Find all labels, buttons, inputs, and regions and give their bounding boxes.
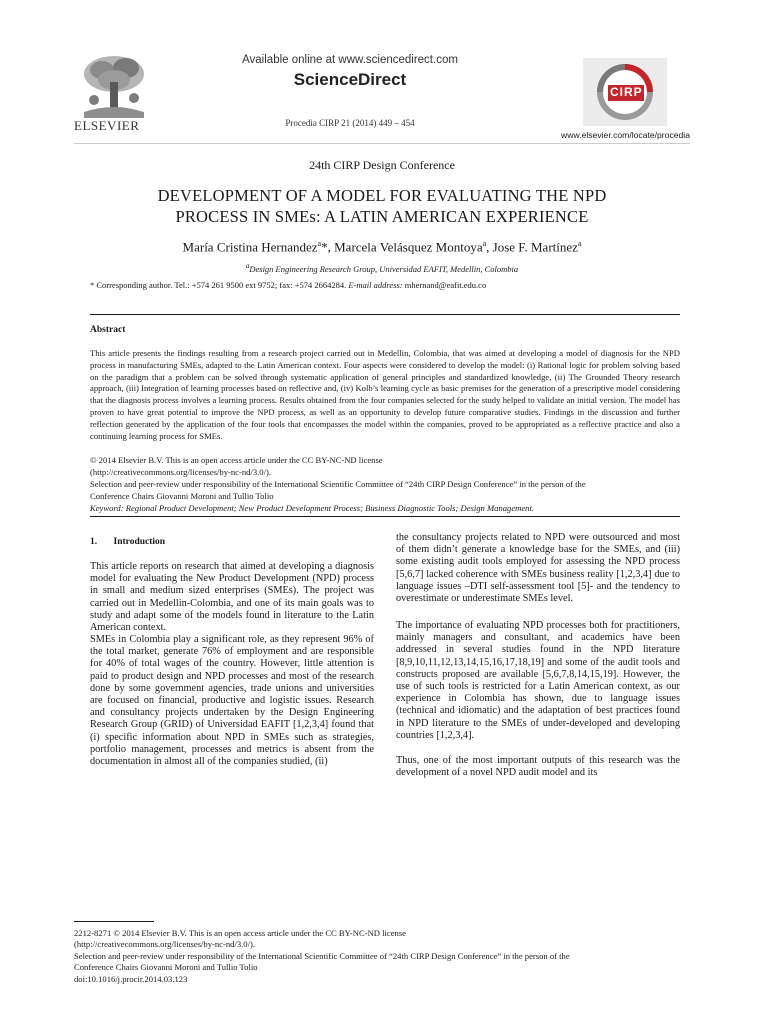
footer-block bbox=[74, 928, 694, 985]
email-link[interactable]: mhernand@eafit.edu.co bbox=[404, 280, 487, 290]
article-title-line1: DEVELOPMENT OF A MODEL FOR EVALUATING THE NPD bbox=[157, 186, 607, 205]
section-number: 1. bbox=[90, 537, 98, 547]
affiliation-text: Design Engineering Research Group, Universidad EAFIT, Medellin, Colombia bbox=[249, 263, 519, 274]
peer-review-line: Conference Chairs Giovanni Moroni and Tullio Tolio bbox=[90, 490, 274, 501]
journal-url-link[interactable]: www.elsevier.com/locate/procedia bbox=[561, 130, 690, 140]
author-list bbox=[74, 239, 690, 255]
elsevier-tree-logo bbox=[74, 52, 154, 118]
abstract-body: This article presents the findings resulting from a research project carried out in Medellin, Colombia, that was aimed at developing a model of diagnosis for the NPD process in manufacturing SMEs, adapted to the Latin American context. Four aspects were considered to develop the model: (i) Rational logic for problem solving based on the paradigm that a problem can be solved through systematic application of general principles and standardized knowledge, (ii) The Grounded Theory research approach, (iii) Integration of learning processes based on reflective and, (iv) Kolb’s learning cycle as basic premises for the generation of a prescriptive model considering that the diagnosis process involves a learning process. Results obtained from the four companies selected for the study helped to validate an initial version. The model has proven to have great potential to improve the NPD process, as well as an opportunity to develop future comparative studies. Findings in the discussion and further reflection generated by the application of the four tools that encompasses the model within the companies, proved to be appropriated as a reflective practice and also a continuing learning process for SMEs. bbox=[90, 348, 680, 441]
affiliation-marker: a bbox=[245, 262, 250, 270]
footer-conference-chairs: Conference Chairs Giovanni Moroni and Tullio Tolio bbox=[74, 962, 258, 973]
conference-name: 24th CIRP Design Conference bbox=[309, 158, 455, 172]
right-column-paragraph-1: the consultancy projects related to NPD were outsourced and most of them didn’t generate a knowledge base for the SMEs, and (iii) some existing audit tools employed for assessing the NPD process [5,6,7] lacked coherence with SMEs business reality [1,2,3,4] due to language issues –DTI self-assessment tool [5]- and the tendency to overestimate or underestimate SMEs level. bbox=[396, 532, 680, 605]
affiliation bbox=[74, 262, 690, 274]
footer-rule bbox=[74, 921, 154, 922]
intro-paragraph-2: SMEs in Colombia play a significant role, as they represent 96% of the total market, generate 76% of employment and are responsible for 40% of total wages of the country. However, little attention is paid to product design and NPD processes and most of the research done by some government agencies, trade unions and universities are focused on financial, productive and logistic issues. Research and consultancy projects undertaken by the Design Engineering Research Group (GRID) of Universidad EAFIT [1,2,3,4] found that (i) specific information about NPD in SMEs such as strategies, portfolio management, processes and metrics is absent from the documentation in almost all of the companies studied, (ii) bbox=[90, 634, 374, 768]
peer-review-line: Selection and peer-review under responsibility of the International Scientific Committee of “24th CIRP Design Conference” in the person of the bbox=[90, 479, 586, 489]
cirp-logo bbox=[577, 56, 673, 128]
intro-paragraph-1: This article reports on research that aimed at developing a diagnosis model for evaluating the New Product Development (NPD) process in small and medium sized enterprises (SMEs). The project was carried out in Medellin-Colombia, and one of its main goals was to study and adapt some of the models found in literature to the Latin American context. bbox=[90, 561, 374, 634]
footer-doi: doi:10.1016/j.procir.2014.03.123 bbox=[74, 973, 188, 984]
article-title-line2: PROCESS IN SMEs: A LATIN AMERICAN EXPERIENCE bbox=[175, 207, 589, 226]
abstract-heading: Abstract bbox=[90, 325, 126, 335]
available-online-text: Available online at www.sciencedirect.com bbox=[242, 54, 458, 66]
header-rule bbox=[74, 143, 690, 144]
keywords-text: Regional Product Development; New Product Development Process; Business Diagnostic Tools; Design Management. bbox=[123, 503, 535, 513]
sciencedirect-wordmark: ScienceDirect bbox=[293, 70, 407, 89]
right-column-paragraph-3: Thus, one of the most important outputs of this research was the development of a novel NPD audit model and its bbox=[396, 755, 680, 779]
right-column-paragraph-2: The importance of evaluating NPD processes both for practitioners, mainly managers and consultant, and academics have been addressed in several studies found in the NPD literature [8,9,10,11,12,13,14,15,16,17,18,19] and some of the audit tools and constructs proposed are available [5,6,7,8,14,15,19]. However, the use of such tools is restricted for a Latin American context, as our experience in Colombia has shown, due to language issues (technical and idiomatic) and the adaptation of best practices found in NPD literature to the SMEs of under-developed and developing countries [1,2,3,4]. bbox=[396, 620, 680, 741]
keywords bbox=[90, 503, 690, 515]
author-separator: , bbox=[327, 239, 335, 255]
footer-license-link[interactable]: (http://creativecommons.org/licenses/by-nc-nd/3.0/). bbox=[74, 939, 255, 950]
author-separator: , bbox=[486, 239, 493, 255]
section-title: Introduction bbox=[113, 537, 166, 547]
author-name: Jose F. Martínez bbox=[492, 239, 578, 255]
footer-peer-review: Selection and peer-review under responsibility of the International Scientific Committee of “24th CIRP Design Conference” in the person of the bbox=[74, 950, 570, 961]
affiliation-marker: a bbox=[482, 239, 487, 248]
abstract-bottom-rule bbox=[90, 516, 680, 517]
keywords-label: Keyword: bbox=[90, 503, 124, 513]
author-name: Marcela Velásquez Montoya bbox=[334, 239, 483, 255]
corresponding-author-contact: * Corresponding author. Tel.: +574 261 9500 ext 9752; fax: +574 2664284. bbox=[90, 280, 347, 290]
cirp-logo-text: CIRP bbox=[610, 85, 643, 99]
section-heading-introduction bbox=[90, 537, 165, 547]
footer-issn-license: 2212-8271 © 2014 Elsevier B.V. This is an open access article under the CC BY-NC-ND license bbox=[74, 928, 406, 938]
corresponding-author-note bbox=[90, 280, 690, 290]
affiliation-marker: a bbox=[577, 239, 582, 248]
abstract-peer-review bbox=[90, 479, 690, 503]
abstract-copyright: © 2014 Elsevier B.V. This is an open access article under the CC BY-NC-ND license bbox=[90, 455, 383, 465]
corresponding-marker: * bbox=[321, 239, 328, 255]
affiliation-marker: a bbox=[317, 239, 322, 248]
email-label: E-mail address: bbox=[348, 280, 403, 290]
abstract-top-rule bbox=[90, 314, 680, 315]
author-name: María Cristina Hernandez bbox=[182, 239, 318, 255]
license-link[interactable]: (http://creativecommons.org/licenses/by-nc-nd/3.0/). bbox=[90, 467, 271, 477]
journal-citation: Procedia CIRP 21 (2014) 449 – 454 bbox=[285, 118, 415, 128]
publisher-name: ELSEVIER bbox=[74, 118, 140, 133]
